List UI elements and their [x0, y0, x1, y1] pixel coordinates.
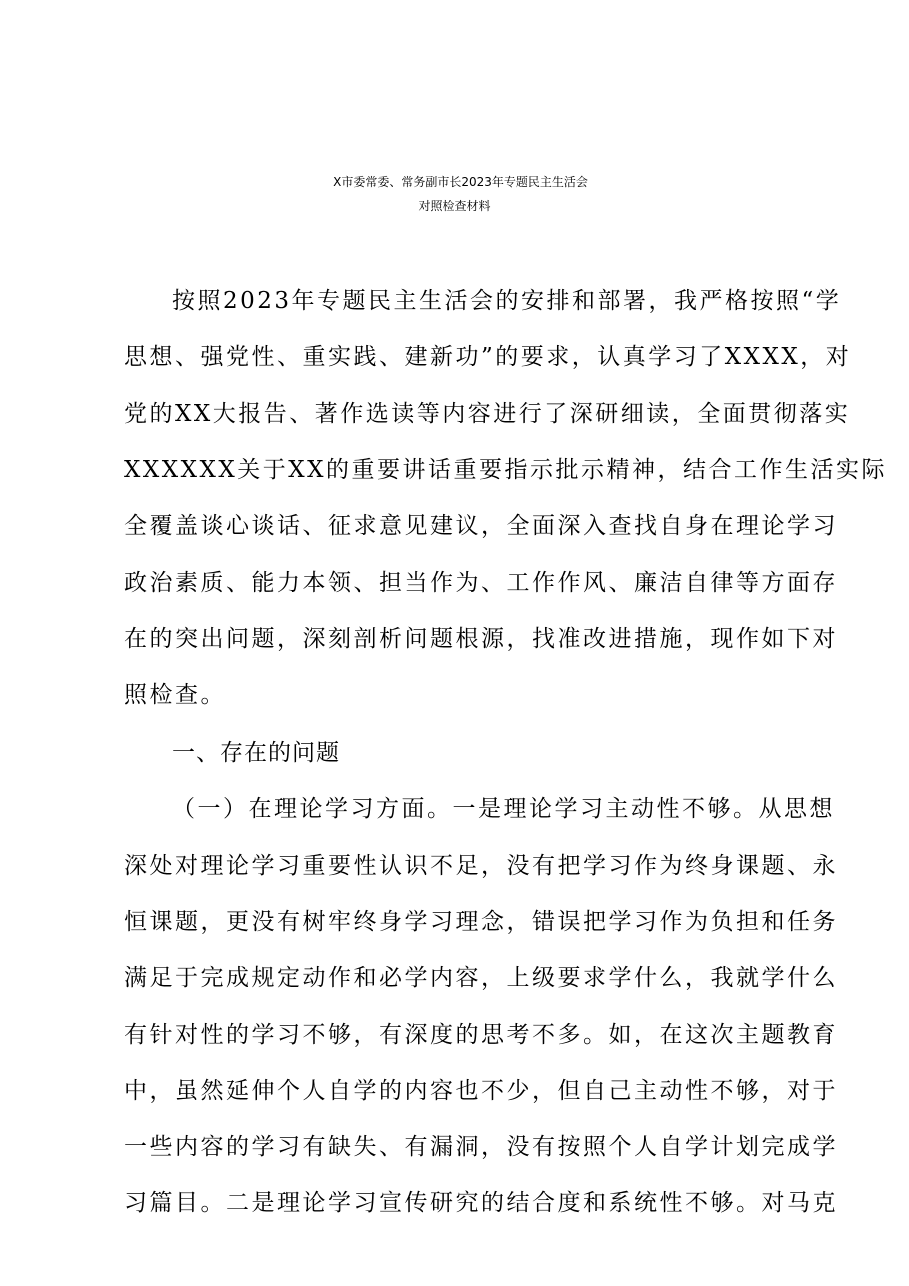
intro-line-4: XXXXXX关于XX的重要讲话重要指示批示精神，结合工作生活实际 — [124, 457, 887, 483]
document-title-line-1: X市委常委、常务副市长2023年专题民主生活会 — [333, 175, 588, 189]
intro-line-7: 在的突出问题，深刻剖析问题根源，找准改进措施，现作如下对 — [124, 626, 838, 652]
document-title-line-2: 对照检查材料 — [418, 199, 491, 213]
subsection-label: （一）在理论学习方面。 — [172, 796, 453, 822]
intro-line-2: 思想、强党性、重实践、建新功”的要求，认真学习了XXXX，对 — [124, 344, 852, 370]
intro-line-3: 党的XX大报告、著作选读等内容进行了深研细读，全面贯彻落实 — [124, 401, 851, 427]
subsection-first-line-text: 一是理论学习主动性不够。从思想 — [452, 796, 835, 822]
section-heading: 一、存在的问题 — [172, 740, 340, 766]
subsection-line-3: 恒课题，更没有树牢终身学习理念，错误把学习作为负担和任务 — [124, 909, 838, 935]
subsection-first-line — [172, 794, 862, 824]
intro-line-8: 照检查。 — [124, 682, 226, 708]
intro-line-5: 全覆盖谈心谈话、征求意见建议，全面深入查找自身在理论学习 — [124, 513, 838, 539]
subsection-line-5: 有针对性的学习不够，有深度的思考不多。如，在这次主题教育 — [124, 1022, 838, 1048]
subsection-line-8: 习篇目。二是理论学习宣传研究的结合度和系统性不够。对马克 — [124, 1190, 838, 1216]
intro-line-6: 政治素质、能力本领、担当作为、工作作风、廉洁自律等方面存 — [124, 570, 838, 596]
subsection-line-6: 中，虽然延伸个人自学的内容也不少，但自己主动性不够，对于 — [124, 1078, 838, 1104]
intro-line-1: 按照2023年专题民主生活会的安排和部署，我严格按照“学 — [172, 288, 842, 314]
subsection-line-7: 一些内容的学习有缺失、有漏洞，没有按照个人自学计划完成学 — [124, 1134, 838, 1160]
subsection-line-4: 满足于完成规定动作和必学内容，上级要求学什么，我就学什么 — [124, 965, 838, 991]
subsection-line-2: 深处对理论学习重要性认识不足，没有把学习作为终身课题、永 — [124, 853, 838, 879]
